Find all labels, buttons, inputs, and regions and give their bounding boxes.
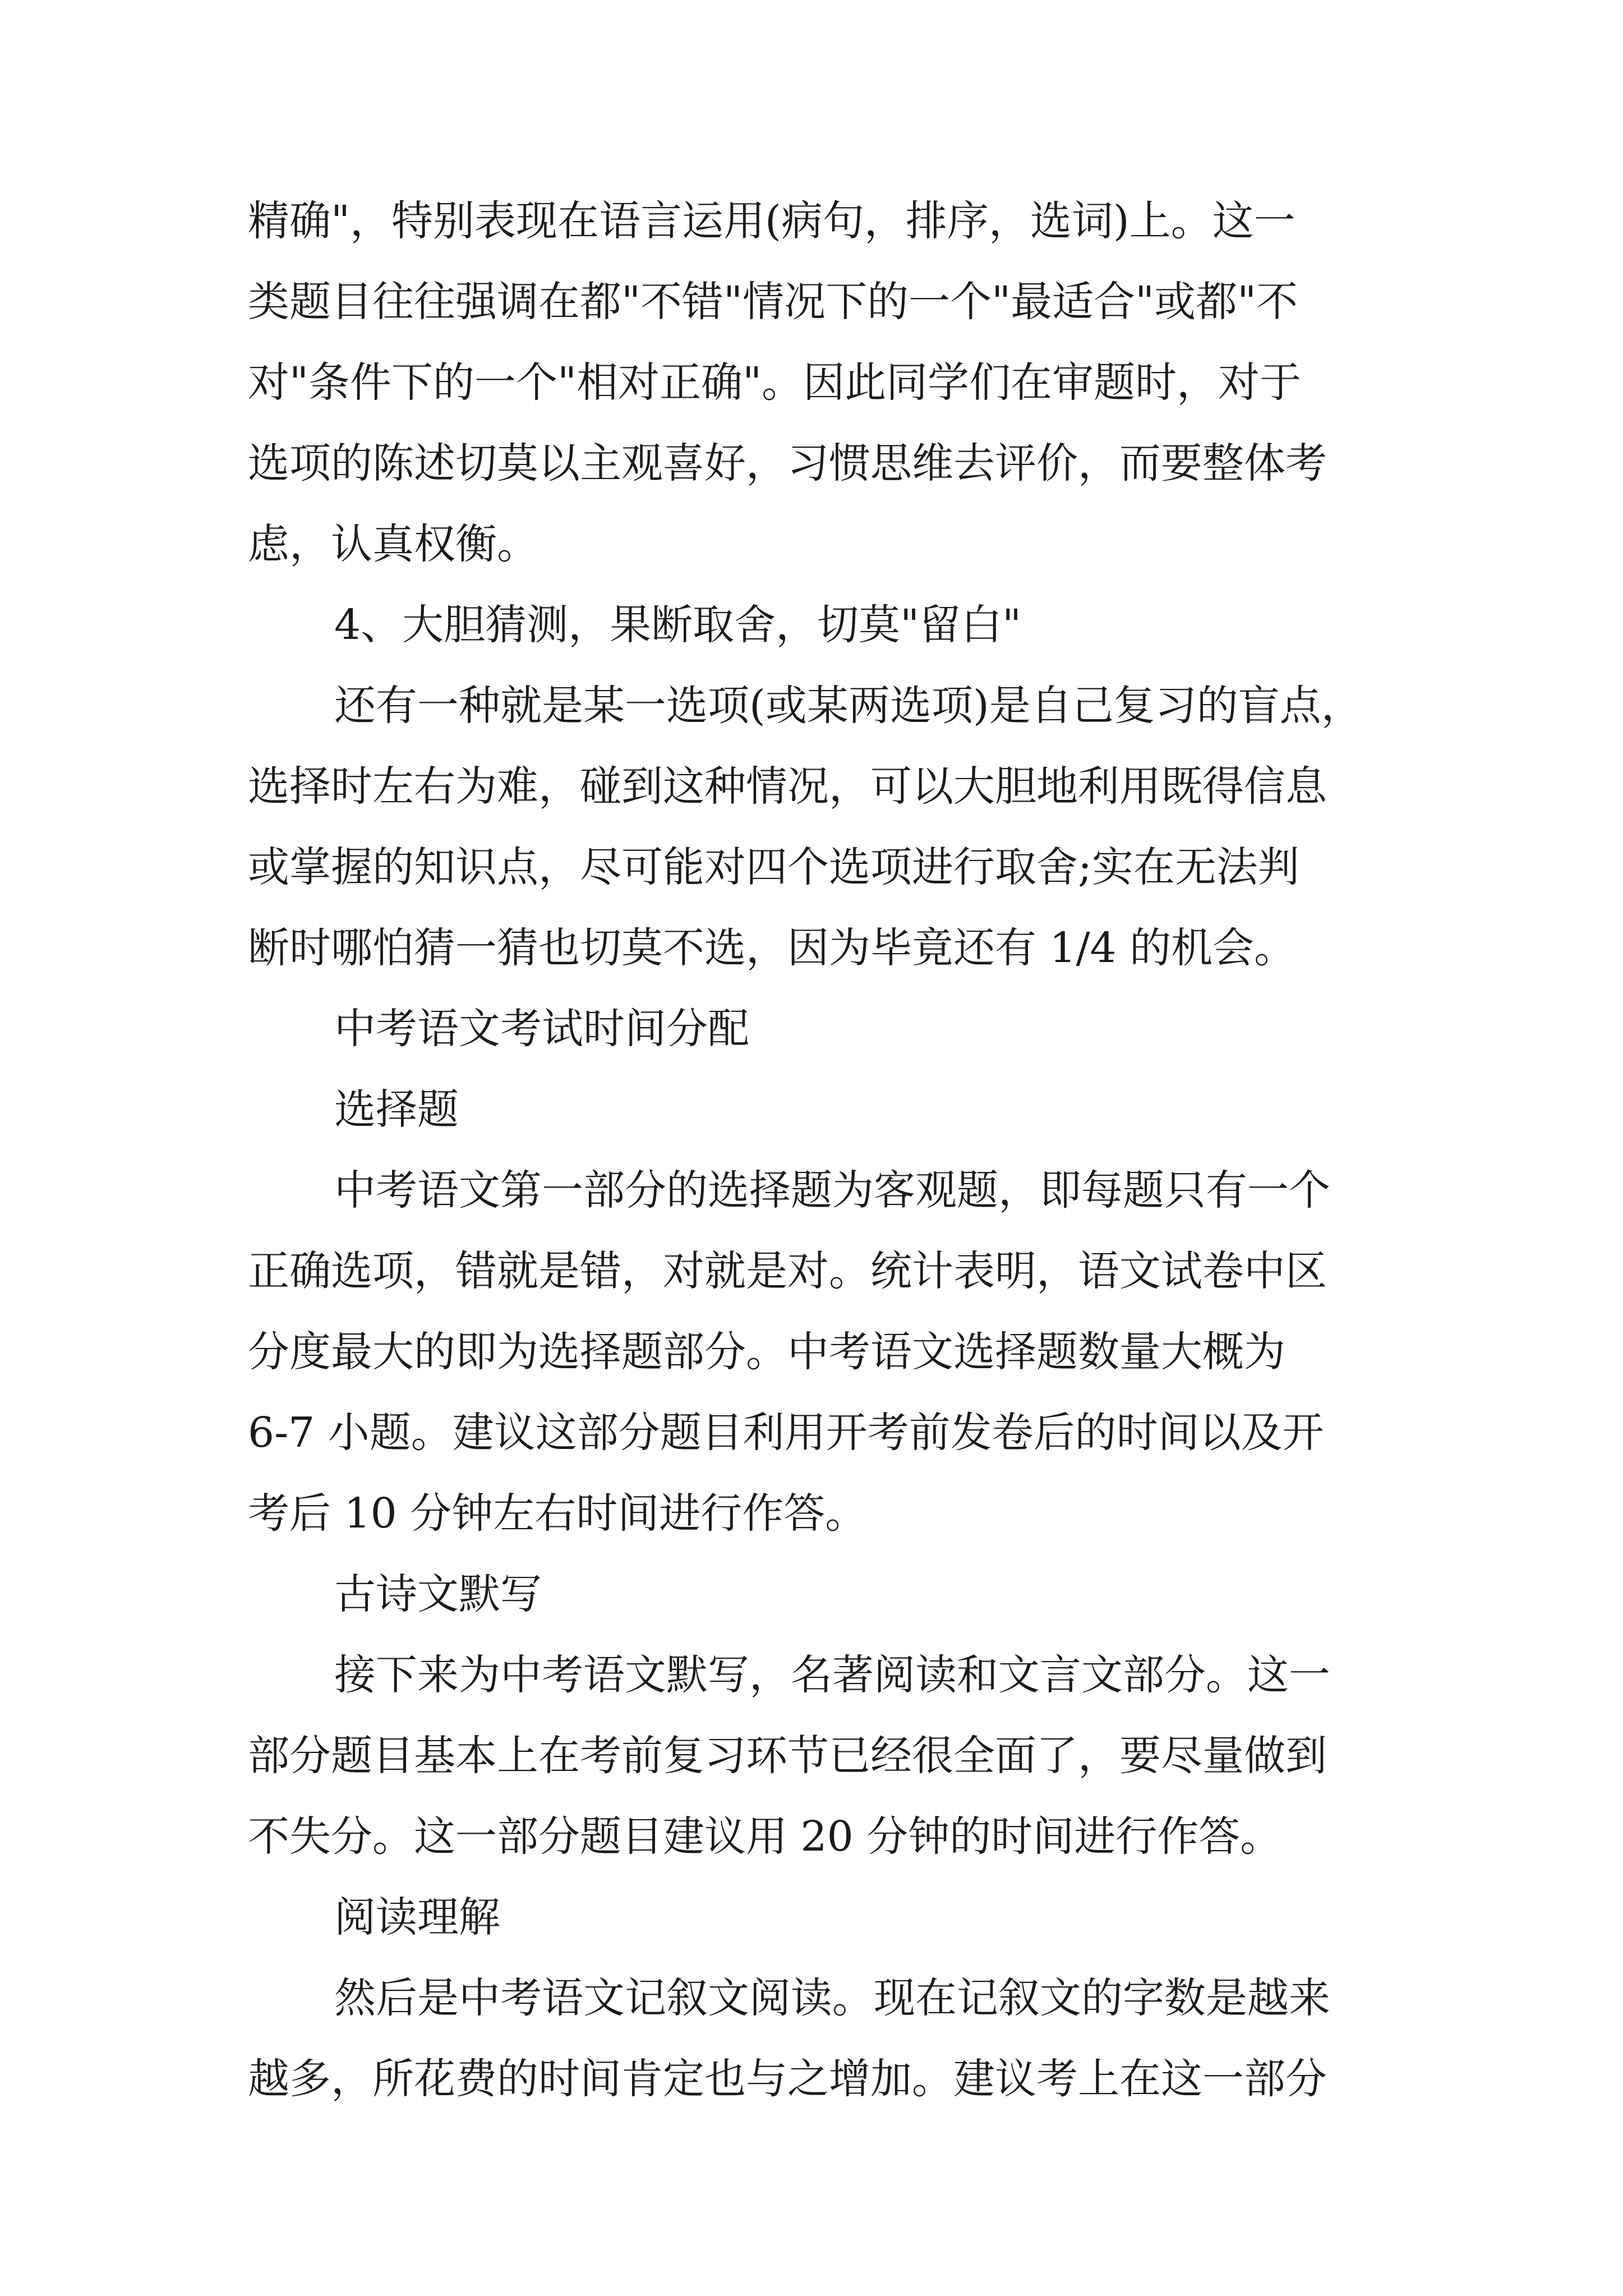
text-line: 类题目往往强调在都"不错"情况下的一个"最适合"或都"不 (248, 278, 1298, 326)
text-line: 考后 10 分钟左右时间进行作答。 (248, 1489, 867, 1538)
text-line: 选择题 (334, 1085, 459, 1134)
text-line: 精确"，特别表现在语言运用(病句，排序，选词)上。这一 (248, 197, 1295, 245)
text-line: 还有一种就是某一选项(或某两选项)是自己复习的盲点， (334, 682, 1363, 730)
text-line: 越多，所花费的时间肯定也与之增加。建议考上在这一部分 (248, 2055, 1327, 2103)
text-line: 阅读理解 (334, 1893, 500, 1941)
paragraph-guess (248, 665, 1386, 988)
subheading-reading-comprehension (248, 1877, 1386, 1958)
paragraph-continued (248, 181, 1386, 585)
text-line: 接下来为中考语文默写，名著阅读和文言文部分。这一 (334, 1651, 1330, 1699)
subheading-classical-poetry (248, 1554, 1386, 1635)
text-line: 或掌握的知识点，尽可能对四个选项进行取舍;实在无法判 (248, 843, 1299, 891)
text-line: 不失分。这一部分题目建议用 20 分钟的时间进行作答。 (248, 1812, 1282, 1861)
section-title-time-allocation (248, 988, 1386, 1069)
text-line: 6-7 小题。建议这部分题目利用开考前发卷后的时间以及开 (248, 1409, 1324, 1457)
text-line: 然后是中考语文记叙文阅读。现在记叙文的字数是越来 (334, 1974, 1330, 2022)
text-line: 部分题目基本上在考前复习环节已经很全面了，要尽量做到 (248, 1732, 1327, 1780)
paragraph-classical-poetry (248, 1635, 1386, 1877)
document-page (248, 181, 1386, 2119)
text-line: 虑，认真权衡。 (248, 520, 538, 568)
text-line: 断时哪怕猜一猜也切莫不选，因为毕竟还有 1/4 的机会。 (248, 924, 1296, 972)
text-line: 分度最大的即为选择题部分。中考语文选择题数量大概为 (248, 1328, 1285, 1376)
subheading-multiple-choice (248, 1069, 1386, 1150)
section-heading-guess (248, 585, 1386, 665)
text-line: 中考语文第一部分的选择题为客观题，即每题只有一个 (334, 1166, 1330, 1214)
text-line: 选项的陈述切莫以主观喜好，习惯思维去评价，而要整体考 (248, 439, 1327, 487)
paragraph-reading-comprehension (248, 1958, 1386, 2119)
text-line: 中考语文考试时间分配 (334, 1005, 749, 1053)
text-line: 古诗文默写 (334, 1570, 542, 1618)
text-line: 正确选项，错就是错，对就是对。统计表明，语文试卷中区 (248, 1247, 1327, 1295)
text-line: 选择时左右为难，碰到这种情况，可以大胆地利用既得信息 (248, 762, 1327, 811)
paragraph-multiple-choice (248, 1150, 1386, 1554)
text-line: 4、大胆猜测，果断取舍，切莫"留白" (334, 601, 1022, 649)
text-line: 对"条件下的一个"相对正确"。因此同学们在审题时，对于 (248, 358, 1302, 407)
